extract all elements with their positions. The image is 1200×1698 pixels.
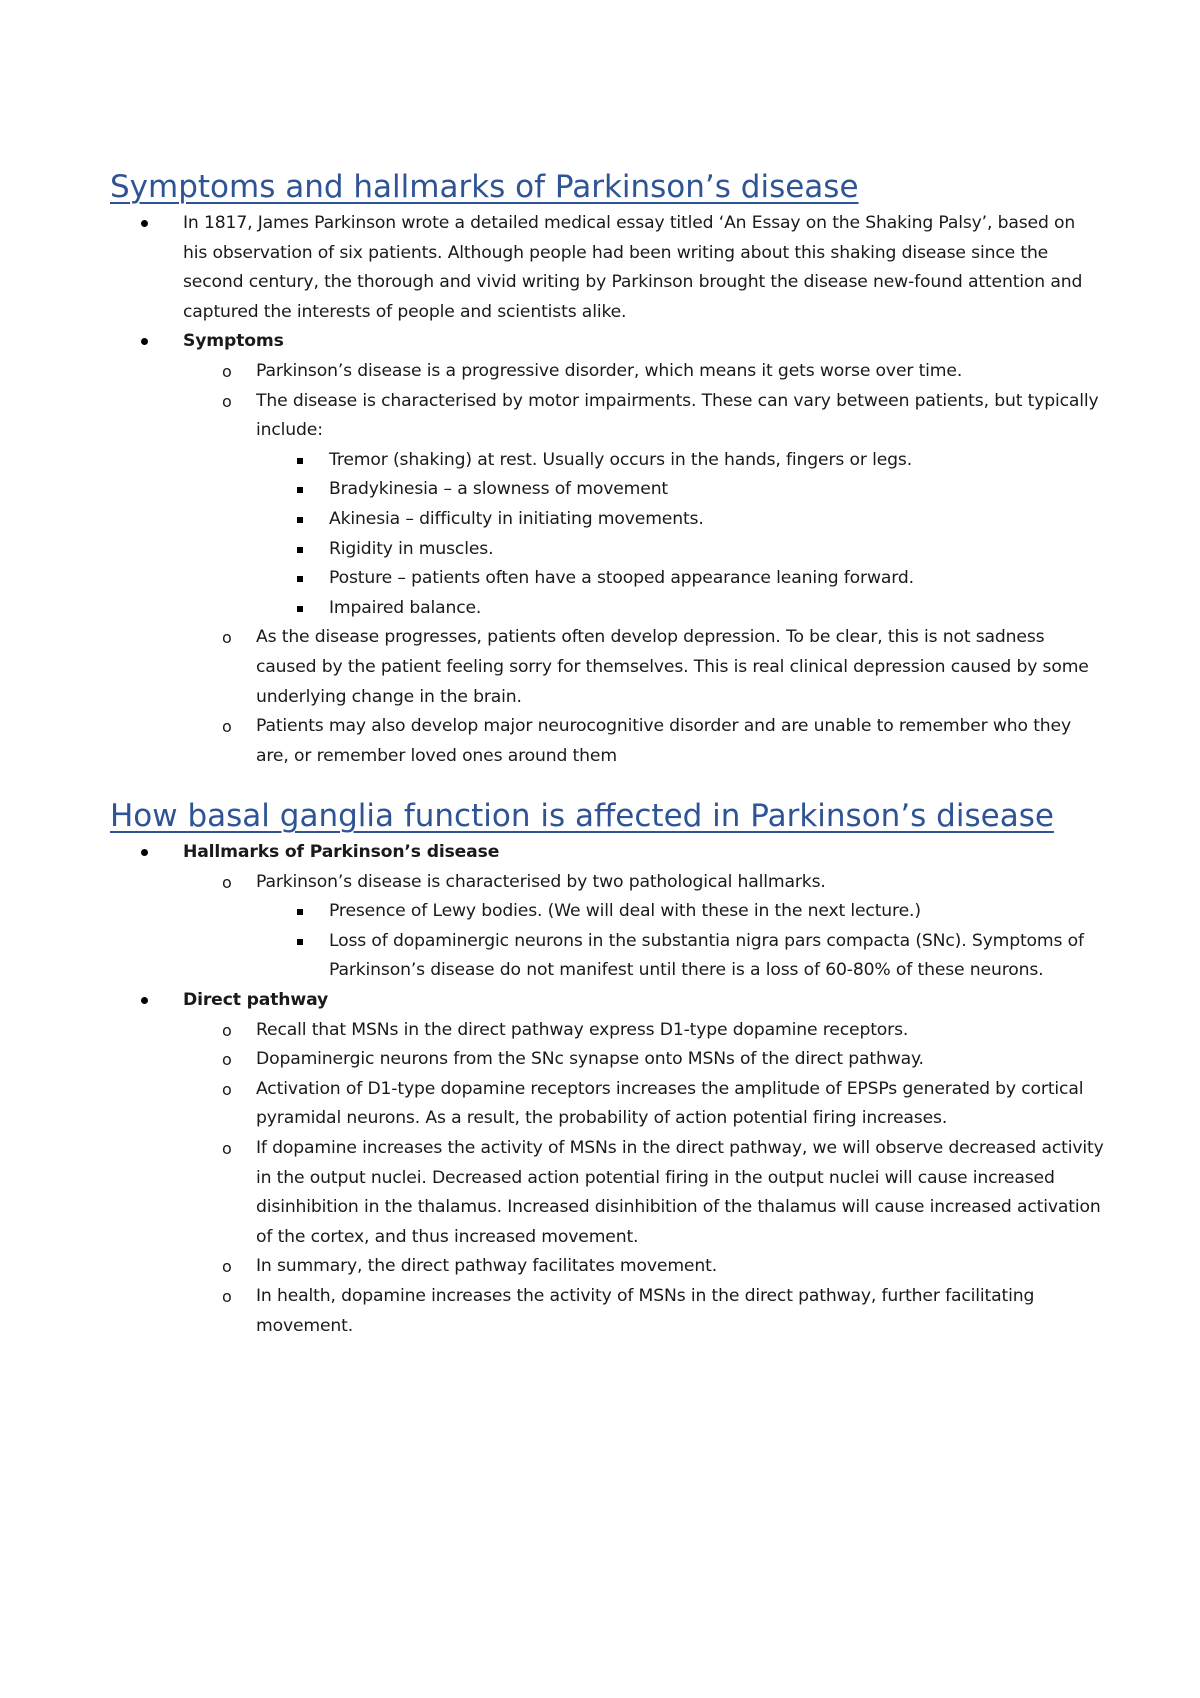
symptom-text: Parkinson’s disease is a progressive disorder, which means it gets worse over time.: [256, 360, 963, 381]
list-item: [0, 475, 1104, 505]
section-heading-symptoms: Symptoms and hallmarks of Parkinson’s disease: [110, 169, 859, 205]
hallmarks-detail-list: [0, 897, 1104, 986]
symptoms-label: Symptoms: [183, 331, 284, 352]
direct-pathway-label: Direct pathway: [183, 989, 329, 1010]
list-item: [0, 897, 1104, 927]
list-item: [0, 1016, 1104, 1046]
hallmark-detail-text: Loss of dopaminergic neurons in the substantia nigra pars compacta (SNc). Symptoms of Parkinson’s disease do not manifest until there is a loss of 60-80% of these neurons.: [329, 930, 1084, 981]
list-item: [0, 1282, 1104, 1341]
symptom-text: The disease is characterised by motor impairments. These can vary between patients, but typically include:: [256, 390, 1099, 441]
motor-item-text: Impaired balance.: [329, 597, 482, 618]
bullet-disc-icon: [141, 338, 148, 345]
list-item: [0, 838, 1103, 986]
bullet-square-icon: [297, 517, 303, 523]
list-item: [0, 594, 1104, 624]
bullet-circle-icon: o: [222, 391, 232, 411]
direct-pathway-text: Recall that MSNs in the direct pathway express D1-type dopamine receptors.: [256, 1019, 909, 1040]
hallmark-detail-text: Presence of Lewy bodies. (We will deal with these in the next lecture.): [329, 901, 921, 922]
bullet-circle-icon: o: [222, 1286, 232, 1306]
motor-item-text: Posture – patients often have a stooped appearance leaning forward.: [329, 568, 914, 589]
bullet-square-icon: [297, 458, 303, 464]
hallmarks-sublist: [0, 868, 1103, 986]
symptoms-sublist: [0, 357, 1103, 771]
bullet-circle-icon: o: [222, 628, 232, 648]
section-heading-basal-ganglia: How basal ganglia function is affected in Parkinson’s disease: [110, 798, 1054, 834]
bullet-circle-icon: o: [222, 361, 232, 381]
list-item: [0, 357, 1104, 387]
bullet-circle-icon: o: [222, 717, 232, 737]
direct-pathway-text: Dopaminergic neurons from the SNc synapse onto MSNs of the direct pathway.: [256, 1049, 924, 1070]
list-item: [0, 712, 1104, 771]
bullet-disc-icon: [141, 997, 148, 1004]
bullet-circle-icon: o: [222, 872, 232, 892]
motor-item-text: Tremor (shaking) at rest. Usually occurs in the hands, fingers or legs.: [329, 449, 913, 470]
list-item: [0, 986, 1103, 1341]
bullet-circle-icon: o: [222, 1050, 232, 1070]
direct-pathway-text: If dopamine increases the activity of MSNs in the direct pathway, we will observe decreased activity in the output nuclei. Decreased action potential firing in the output nuclei will cause increased disinhibition in the thalamus. Increased disinhibition of the thalamus will cause increased activation of the cortex, and thus increased movement.: [256, 1137, 1104, 1247]
list-item: [0, 623, 1104, 712]
motor-item-text: Bradykinesia – a slowness of movement: [329, 479, 669, 500]
motor-item-text: Rigidity in muscles.: [329, 538, 494, 559]
bullet-circle-icon: o: [222, 1257, 232, 1277]
list-item: [0, 327, 1103, 771]
list-item: [0, 387, 1104, 624]
hallmarks-text: Parkinson’s disease is characterised by two pathological hallmarks.: [256, 871, 826, 892]
list-item: [0, 1134, 1104, 1252]
direct-pathway-text: In health, dopamine increases the activity of MSNs in the direct pathway, further facilitating movement.: [256, 1285, 1035, 1336]
bullet-square-icon: [297, 939, 303, 945]
bullet-disc-icon: [141, 220, 148, 227]
bullet-square-icon: [297, 606, 303, 612]
list-item: [0, 868, 1104, 986]
list-item: [0, 505, 1104, 535]
intro-paragraph: In 1817, James Parkinson wrote a detailed medical essay titled ‘An Essay on the Shaking Palsy’, based on his observation of six patients. Although people had been writing about this shaking disease since the second century, the thorough and vivid writing by Parkinson brought the disease new-found attention and captured the interests of people and scientists alike.: [183, 213, 1083, 322]
direct-pathway-text: Activation of D1-type dopamine receptors increases the amplitude of EPSPs generated by cortical pyramidal neurons. As a result, the probability of action potential firing increases.: [256, 1078, 1084, 1129]
direct-pathway-text: In summary, the direct pathway facilitates movement.: [256, 1256, 718, 1277]
direct-pathway-sublist: [0, 1016, 1103, 1342]
bullet-circle-icon: o: [222, 1079, 232, 1099]
list-item: [0, 446, 1104, 476]
hallmarks-label: Hallmarks of Parkinson’s disease: [183, 842, 500, 862]
list-item: [0, 209, 1103, 327]
list-item: [0, 1045, 1104, 1075]
bullet-circle-icon: o: [222, 1020, 232, 1040]
symptom-text: As the disease progresses, patients often develop depression. To be clear, this is not sadness caused by the patient feeling sorry for themselves. This is real clinical depression caused by some underlying change in the brain.: [256, 627, 1089, 707]
bullet-square-icon: [297, 487, 303, 493]
list-item: [0, 1252, 1104, 1282]
bullet-square-icon: [297, 547, 303, 553]
symptom-text: Patients may also develop major neurocognitive disorder and are unable to remember who they are, or remember loved ones around them: [256, 716, 1071, 766]
bullet-circle-icon: o: [222, 1138, 232, 1158]
symptoms-list: [0, 209, 1200, 771]
basal-ganglia-list: [0, 838, 1200, 1341]
list-item: [0, 535, 1104, 565]
bullet-disc-icon: [141, 849, 148, 856]
bullet-square-icon: [297, 576, 303, 582]
motor-item-text: Akinesia – difficulty in initiating movements.: [329, 508, 704, 529]
list-item: [0, 1075, 1104, 1134]
motor-impairments-list: [0, 446, 1104, 624]
list-item: [0, 927, 1104, 986]
bullet-square-icon: [297, 909, 303, 915]
list-item: [0, 564, 1104, 594]
